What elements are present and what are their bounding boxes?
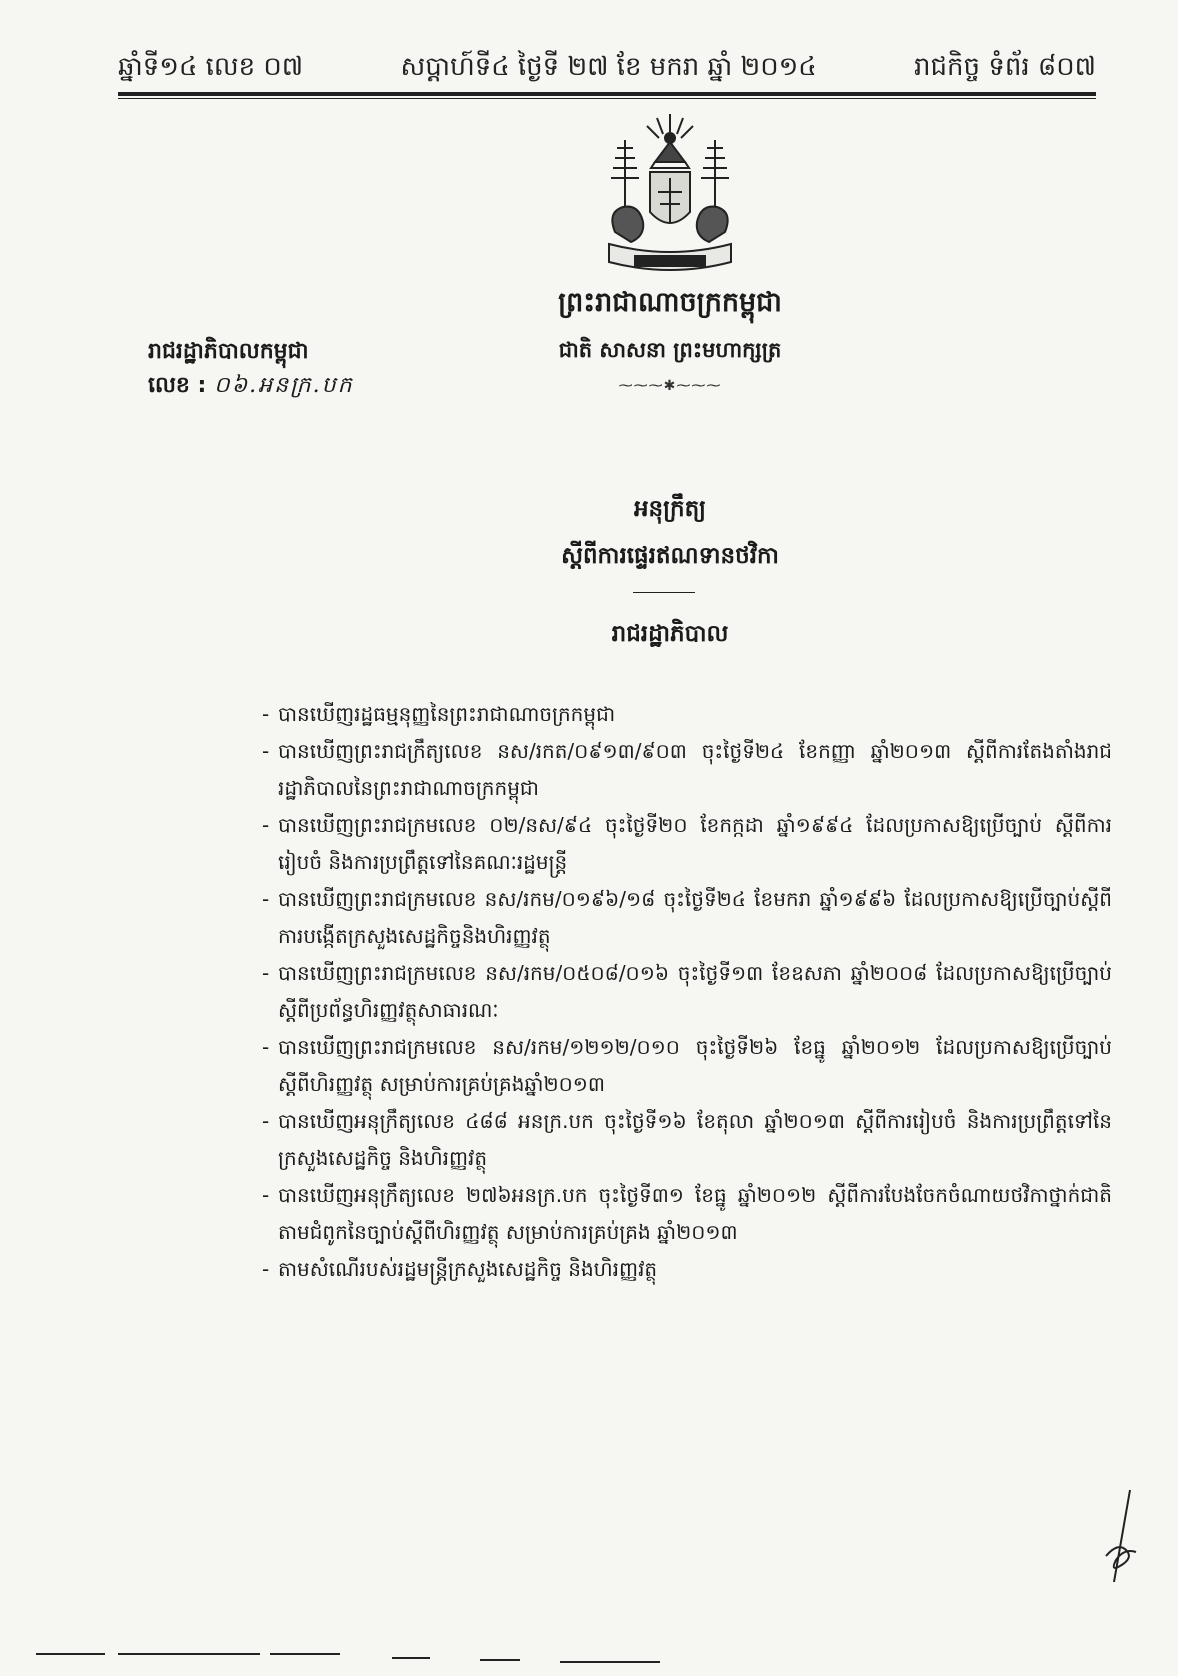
title-divider [633,592,695,593]
issuing-government: រាជរដ្ឋាភិបាលកម្ពុជា [148,339,309,364]
document-type: អនុក្រឹត្យ [633,496,707,522]
gazette-header [118,44,1096,88]
consideration-item: - បានឃើញរដ្ឋធម្មនុញ្ញនៃព្រះរាជាណាចក្រកម្ពុជា [262,696,1112,733]
national-motto: ជាតិ សាសនា ព្រះមហាក្សត្រ [558,338,782,362]
document-number-value: ០៦.អនក្រ.បក [214,373,354,398]
consideration-item: - តាមសំណើរបស់រដ្ឋមន្ត្រីក្រសួងសេដ្ឋកិច្ច និងហិរញ្ញវត្ថុ [262,1251,1112,1288]
consideration-item: - បានឃើញអនុក្រឹត្យលេខ ៤៨៨ អនក្រ.បក ចុះថ្ងៃទី១៦ ខែតុលា ឆ្នាំ២០១៣ ស្តីពីការរៀបចំ និងការប្រព្រឹត្តទៅនៃក្រសួងសេដ្ឋកិច្ច និងហិរញ្ញវត្ថុ [262,1103,1112,1177]
gazette-page-number: រាជកិច្ច ទំព័រ ៨០៧ [914,52,1096,82]
header-rule-thick [118,92,1096,96]
document-number [148,371,354,403]
header-rule-thin [118,98,1096,99]
consideration-item: - បានឃើញអនុក្រឹត្យលេខ ២៧៦អនក្រ.បក ចុះថ្ងៃទី៣១ ខែធ្នូ ឆ្នាំ២០១២ ស្តីពីការបែងចែកចំណាយថវិកាថ្នាក់ជាតិ តាមជំពូកនៃច្បាប់ស្តីពីហិរញ្ញវត្ថុ សម្រាប់ការគ្រប់គ្រង ឆ្នាំ២០១៣ [262,1177,1112,1251]
issuing-body: រាជរដ្ឋាភិបាល [611,621,729,647]
consideration-item: - បានឃើញព្រះរាជក្រមលេខ នស/រកម/០១៩៦/១៨ ចុះថ្ងៃទី២៤ ខែមករា ឆ្នាំ១៩៩៦ ដែលប្រកាសឱ្យប្រើច្បាប់ស្តីពីការបង្កើតក្រសួងសេដ្ឋកិច្ចនិងហិរញ្ញវត្ថុ [262,881,1112,955]
gazette-issue: ឆ្នាំទី១៤ លេខ ០៧ [118,52,304,82]
document-number-label: លេខ : [148,373,207,398]
royal-coat-of-arms-icon [595,112,745,282]
gazette-date: សប្តាហ៍ទី៤ ថ្ងៃទី ២៧ ខែ មករា ឆ្នាំ ២០១៤ [400,52,817,82]
initials-signature [1100,1486,1140,1596]
page-footer-marks [0,1640,1178,1670]
decorative-ornament: ⁓⁓⁓✱⁓⁓⁓ [618,378,722,394]
kingdom-name: ព្រះរាជាណាចក្រកម្ពុជា [558,287,782,318]
document-subject: ស្តីពីការផ្ទេរឥណទានថវិកា [561,543,779,569]
consideration-item: - បានឃើញព្រះរាជក្រមលេខ នស/រកម/០៥០៨/០១៦ ចុះថ្ងៃទី១៣ ខែឧសភា ឆ្នាំ២០០៨ ដែលប្រកាសឱ្យប្រើច្បាប់ស្តីពីប្រព័ន្ធហិរញ្ញវត្ថុសាធារណៈ [262,955,1112,1029]
considerations-list [262,696,1112,1288]
consideration-item: - បានឃើញព្រះរាជក្រមលេខ នស/រកម/១២១២/០១០ ចុះថ្ងៃទី២៦ ខែធ្នូ ឆ្នាំ២០១២ ដែលប្រកាសឱ្យប្រើច្បាប់ស្តីពីហិរញ្ញវត្ថុ សម្រាប់ការគ្រប់គ្រងឆ្នាំ២០១៣ [262,1029,1112,1103]
consideration-item: - បានឃើញព្រះរាជក្រឹត្យលេខ នស/រកត/០៩១៣/៩០៣ ចុះថ្ងៃទី២៤ ខែកញ្ញា ឆ្នាំ២០១៣ ស្តីពីការតែងតាំងរាជរដ្ឋាភិបាលនៃព្រះរាជាណាចក្រកម្ពុជា [262,733,1112,807]
consideration-item: - បានឃើញព្រះរាជក្រមលេខ ០២/នស/៩៤ ចុះថ្ងៃទី២០ ខែកក្កដា ឆ្នាំ១៩៩៤ ដែលប្រកាសឱ្យប្រើច្បាប់ ស្តីពីការរៀបចំ និងការប្រព្រឹត្តទៅនៃគណៈរដ្ឋមន្ត្រី [262,807,1112,881]
